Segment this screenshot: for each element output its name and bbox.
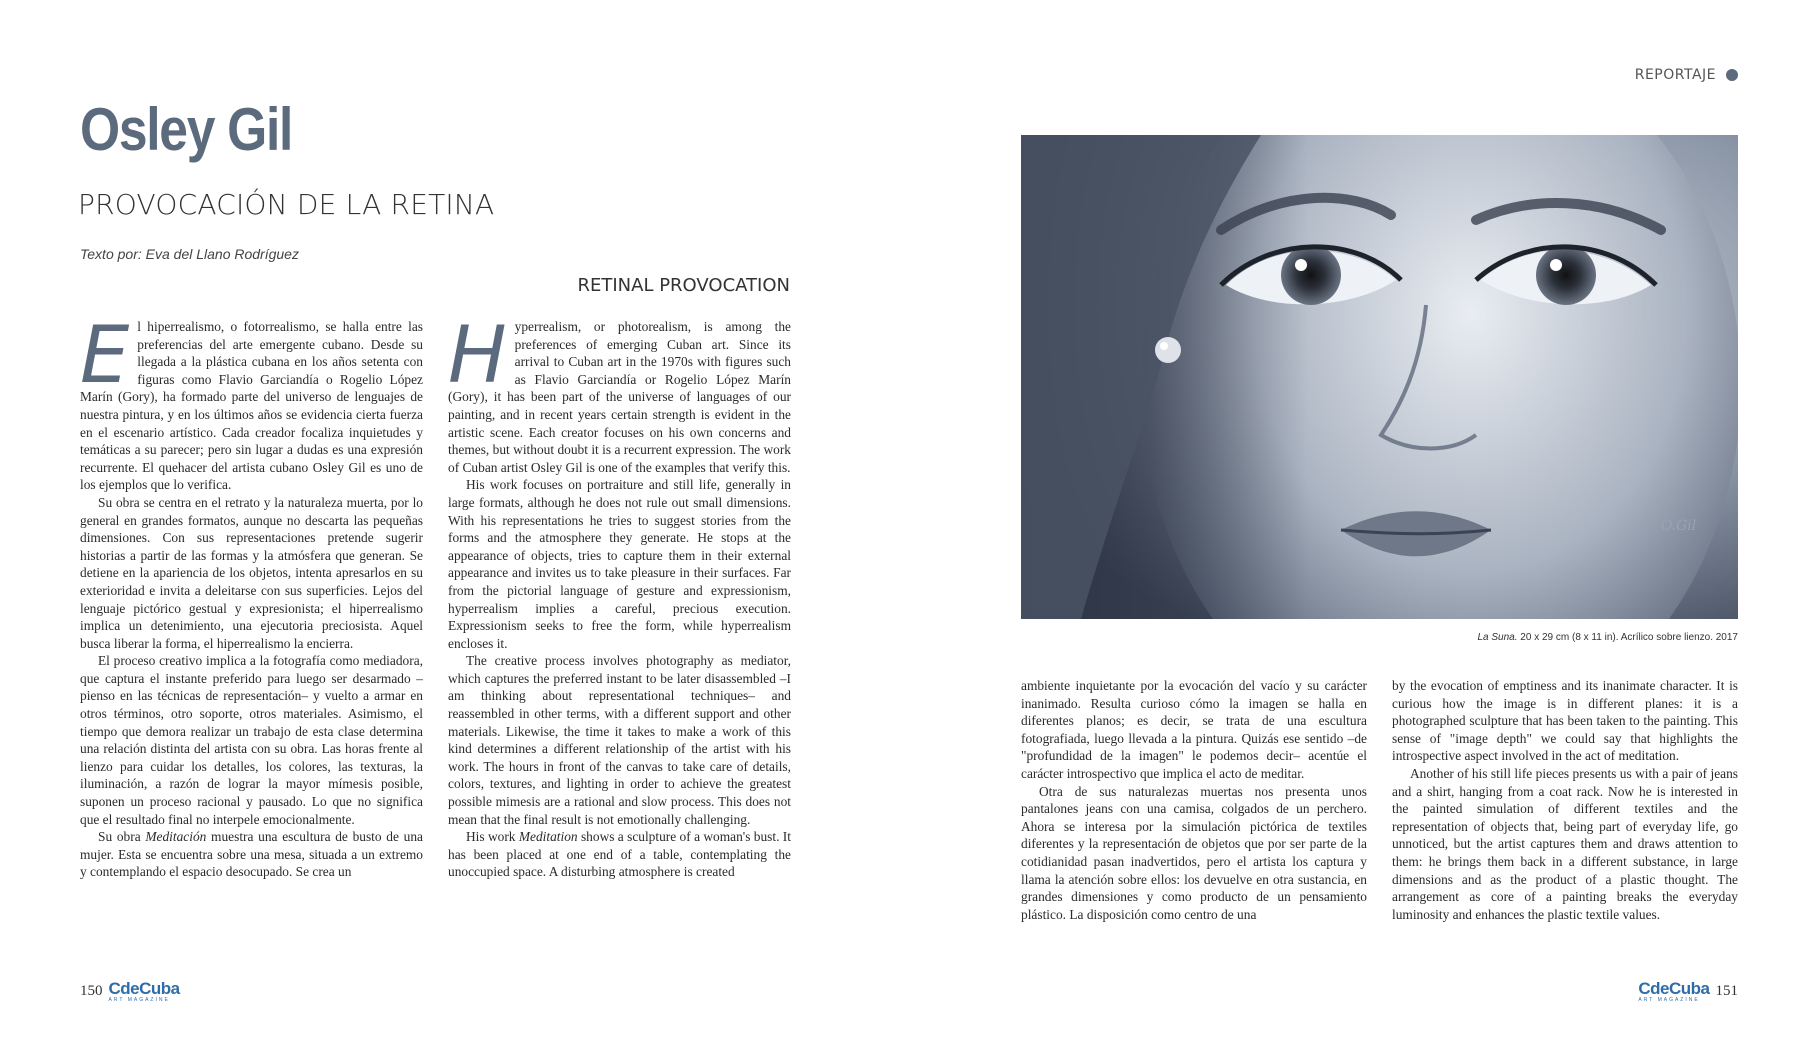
- english-title: RETINAL PROVOCATION: [577, 275, 790, 296]
- paragraph-text: l hiperrealismo, o fotorrealismo, se halla entre las preferencias del arte emergente cubano. Desde su llegada a la plástica cubana en los años setenta con figuras como Flavio Garciandía o Rogelio López Marín (Gory), ha formado parte del universo de lenguajes de nuestra pintura, y en los últimos años se evidencia cierta fuerza en el escenario artístico. Cada creador focaliza inquietudes y temáticas a su parecer; pero sin lugar a dudas es una expresión recurrente. El quehacer del artista cubano Osley Gil es uno de los ejemplos que lo verifica.: [80, 319, 423, 493]
- caption-details: 20 x 29 cm (8 x 11 in). Acrílico sobre lienzo. 2017: [1517, 632, 1738, 643]
- english-paragraph: by the evocation of emptiness and its inanimate character. It is curious how the image is in different planes: it is a photographed sculpture that has been taken to the painting. This sense of "image depth" we could say that highlights the introspective aspect involved in the act of meditation.: [1392, 678, 1738, 764]
- spanish-column: [80, 311, 423, 930]
- byline-author: Eva del Llano Rodríguez: [145, 246, 299, 262]
- artwork-image: [1021, 135, 1738, 619]
- english-paragraph: [448, 828, 791, 881]
- drop-cap: H: [448, 311, 507, 401]
- article-title: Osley Gil: [80, 96, 293, 163]
- right-page: [900, 0, 1800, 1038]
- spanish-column-continued: [1021, 677, 1367, 927]
- spanish-paragraph: [80, 311, 423, 494]
- english-paragraph: The creative process involves photography as mediator, which captures the preferred instant to be later disassembled –I am thinking about representational techniques– and reassembled in other terms, with a different support and other materials. Likewise, the time it takes to make a work of this kind determines a different relationship of the artist with his work. The hours in front of the canvas to take care of details, colors, textures, and lighting in order to achieve the greatest possible mimesis are a rational and slow process. This does not mean that the final result is not emotionally challenging.: [448, 653, 791, 827]
- byline-label: Texto por:: [80, 246, 142, 262]
- left-footer: [80, 980, 180, 1003]
- english-column-continued: [1392, 677, 1738, 927]
- logo-text: CdeCuba: [1638, 979, 1710, 998]
- magazine-logo: [109, 980, 180, 1003]
- paragraph-text: yperrealism, or photorealism, is among the preferences of emerging Cuban art. Since its arrival to Cuban art in the 1970s with figures such as Flavio Garciandía or Rogelio López Marín (Gory), it has been part of the universe of languages of our painting, and in recent years certain strength is evident in the artistic scene. Each creator focuses on his own concerns and themes, but without doubt it is a recurrent expression. The work of Cuban artist Osley Gil is one of the examples that verify this.: [448, 319, 791, 475]
- bullet-dot-icon: [1726, 69, 1738, 81]
- image-caption: [1477, 632, 1738, 643]
- paragraph-text: shows a sculpture of a woman's bust. It has been placed at one end of a table, contemplating the unoccupied space. A disturbing atmosphere is created: [448, 829, 791, 880]
- english-paragraph: Another of his still life pieces presents us with a pair of jeans and a shirt, hanging from a coat rack. Now he is interested in the painted simulation of different textiles and the representation of objects that, being part of everyday life, go unnoticed, but the artist captures them and draws attention to them: he brings them back in a different substance, in large dimensions and as the product of a plastic thought. The arrangement as core of a painting breaks the everyday luminosity and enhances the plastic textile values.: [1392, 765, 1738, 922]
- section-label: [1635, 67, 1738, 83]
- paragraph-text: Su obra: [98, 829, 146, 845]
- caption-title: La Suna.: [1477, 632, 1518, 643]
- artwork-title: Meditación: [145, 829, 207, 845]
- spanish-paragraph: Otra de sus naturalezas muertas nos presenta unos pantalones jeans con una camisa, colgados de un perchero. Ahora se interesa por la simulación pictórica de textiles diferentes y la representación de objetos que por ser parte de la cotidianidad pasan inadvertidos, pero el artista los captura y llama la atención sobre ellos: los devuelve en otra sustancia, en grandes dimensiones y como producto de un pensamiento plástico. La disposición como centro de una: [1021, 783, 1367, 922]
- drop-cap: E: [80, 311, 130, 401]
- spanish-paragraph: ambiente inquietante por la evocación del vacío y su carácter inanimado. Resulta curioso cómo la imagen se halla en diferentes planos; es decir, se trata de una escultura fotografiada, luego llevada a la pintura. Quizás ese sentido –de "profundidad de la imagen" le podemos decir– acentúe el carácter introspectivo que implica el acto de meditar.: [1021, 678, 1367, 781]
- logo-subtext: ART MAGAZINE: [108, 997, 170, 1003]
- byline: [80, 246, 299, 262]
- spanish-paragraph: El proceso creativo implica a la fotografía como mediadora, que captura el instante preferido para luego ser desarmado –pienso en las técnicas de representación– y vuelto a armar en otros términos, otro soporte, otros materiales. Asimismo, el tiempo que demora realizar un trabajo de esta clase determina una relación distinta del artista con su obra. Las horas frente al lienzo para cuidar los detalles, los colores, las texturas, la iluminación, a razón de lograr la mayor mímesis posible, suponen un proceso racional y pausado. Lo que no significa que el resultado final no interpele emocionalmente.: [80, 653, 423, 827]
- paragraph-text: muestra una escultura de busto de una mujer. Esta se encuentra sobre una mesa, situada a un extremo y contemplando el espacio desocupado. Se crea un: [80, 829, 423, 880]
- spanish-paragraph: [80, 828, 423, 881]
- paragraph-text: His work: [466, 829, 519, 845]
- page-number: 151: [1715, 983, 1738, 999]
- page-number: 150: [80, 983, 103, 999]
- article-subtitle: PROVOCACIÓN DE LA RETINA: [78, 188, 495, 221]
- logo-subtext: ART MAGAZINE: [1638, 997, 1700, 1003]
- logo-text: CdeCuba: [108, 979, 180, 998]
- english-paragraph: His work focuses on portraiture and still life, generally in large formats, although he does not rule out small dimensions. With his representations he tries to suggest stories from the forms and the atmosphere they generate. He stops at the appearance of objects, tries to capture them in their external appearance and invites us to take pleasure in their surfaces. Far from the pictorial language of gesture and expressionism, hyperrealism implies a careful, precious execution. Expressionism seeks to free the form, while hyperrealism encloses it.: [448, 477, 791, 651]
- right-footer: [1638, 980, 1738, 1003]
- painter-signature: O.Gil: [1661, 518, 1697, 534]
- artwork-title: Meditation: [518, 829, 578, 845]
- english-paragraph: [448, 311, 791, 476]
- spanish-paragraph: Su obra se centra en el retrato y la naturaleza muerta, por lo general en grandes formatos, aunque no descarta las pequeñas dimensiones. Con sus representaciones pretende sugerir historias a partir de las formas y la atmósfera que generan. Se detiene en la apariencia de los objetos, intenta apresarlos en su exterioridad e invita a deleitarse con sus superficies. Lejos del lenguaje pictórico gestual y expresionista; el hiperrealismo implica un detenimiento, una ejecutoria preciosista. Aquel busca liberar la forma, el hiperrealismo la encierra.: [80, 494, 423, 651]
- section-name: REPORTAJE: [1634, 67, 1716, 83]
- english-column: [448, 311, 791, 930]
- portrait-painting: [1021, 135, 1738, 619]
- magazine-logo: [1638, 980, 1709, 1003]
